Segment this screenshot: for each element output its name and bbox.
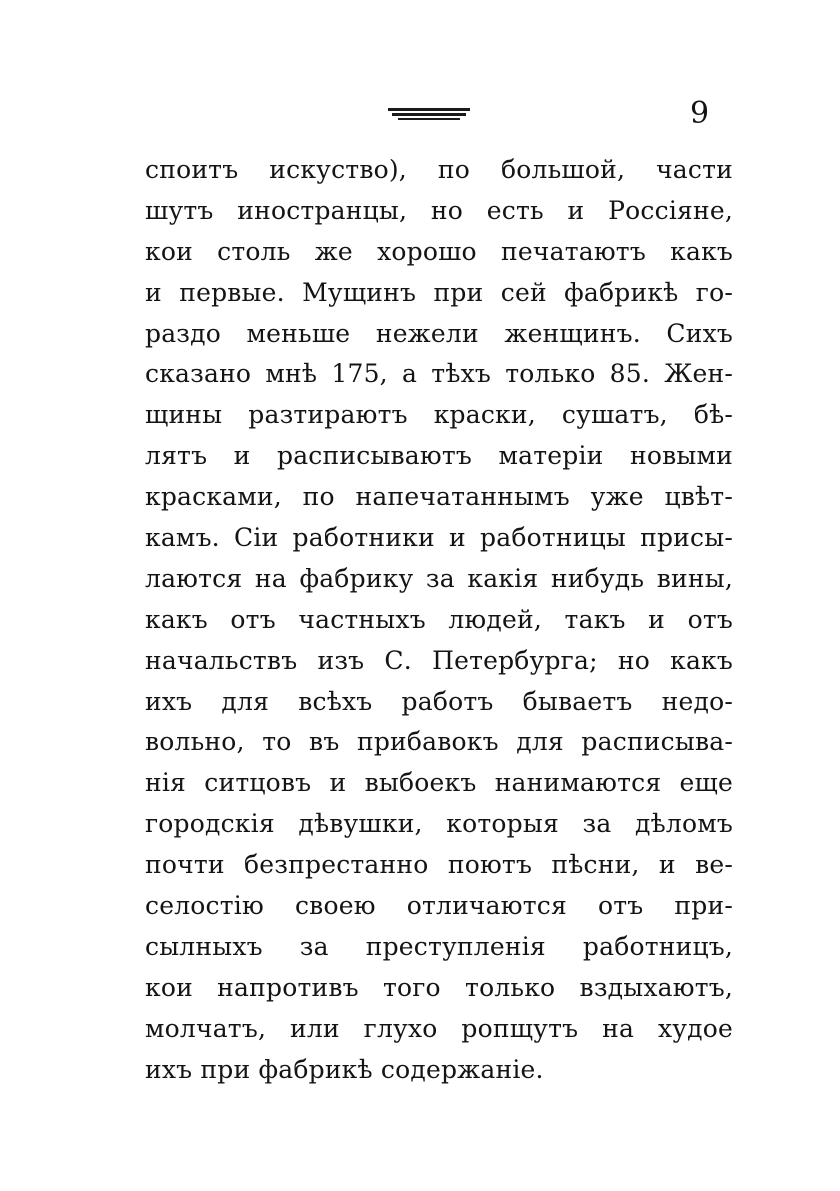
text-line: сказано мнѣ 175, а тѣхъ только 85. Жен- [145,359,733,389]
text-line: сылныхъ за преступленія работницъ, [145,931,733,961]
rule-line [392,113,466,116]
text-line: какъ отъ частныхъ людей, такъ и отъ [145,604,733,634]
text-line: почти безпрестанно поютъ пѣсни, и ве- [145,850,733,880]
text-line: камъ. Сіи работники и работницы присы- [145,523,733,553]
page-number: 9 [690,96,710,131]
text-line: кои напротивъ того только вздыхаютъ, [145,972,733,1002]
text-line: споитъ искуство), по большой, части [145,155,733,184]
text-line: и первые. Мущинъ при сей фабрикѣ го- [145,277,733,307]
text-line: молчатъ, или глухо ропщутъ на худое [145,1013,733,1043]
rule-line [398,118,460,120]
text-line: городскія дѣвушки, которыя за дѣломъ [145,809,733,839]
text-line: нія ситцовъ и выбоекъ нанимаются еще [145,768,733,798]
text-line: красками, по напечатаннымъ уже цвѣт- [145,482,733,512]
header-ornament-rule [388,108,470,120]
text-line: лятъ и расписываютъ матеріи новыми [145,441,733,471]
text-line: начальствъ изъ С. Петербурга; но какъ [145,645,733,675]
text-line: шутъ иностранцы, но есть и Россіяне, [145,195,733,225]
text-line: кои столь же хорошо печатаютъ какъ [145,236,733,266]
text-line: раздо меньше нежели женщинъ. Сихъ [145,318,733,348]
body-text [145,150,733,1090]
text-line: вольно, то въ прибавокъ для расписыва- [145,727,733,757]
text-line: селостію своею отличаются отъ при- [145,891,733,921]
text-line: лаются на фабрику за какія нибудь вины, [145,563,733,593]
rule-line [388,108,470,111]
text-line: ихъ при фабрикѣ содержаніе. [145,1054,544,1084]
text-line: ихъ для всѣхъ работъ бываетъ недо- [145,686,733,716]
text-line: щины разтираютъ краски, сушатъ, бѣ- [145,400,733,430]
